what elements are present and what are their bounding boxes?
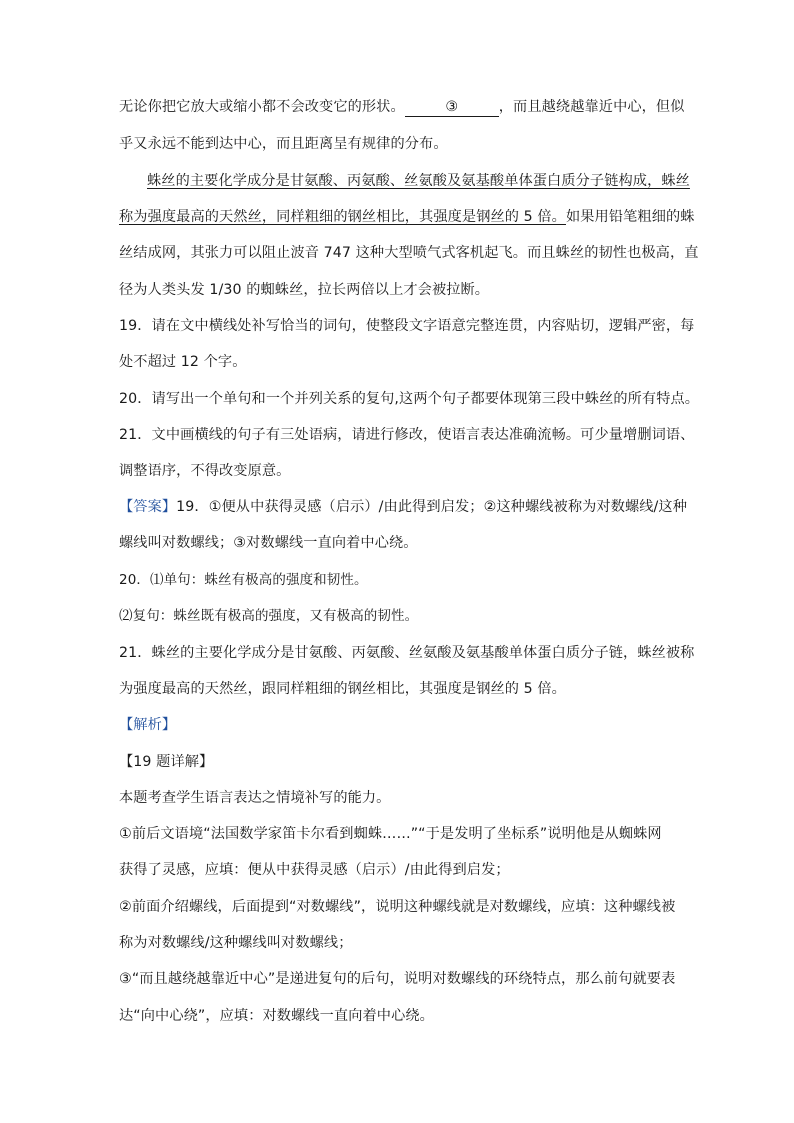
analysis-line: 达“向中心绕”，应填：对数螺线一直向着中心绕。 — [119, 1008, 434, 1024]
analysis-label: 【解析】 — [119, 717, 177, 733]
passage-line — [147, 171, 714, 191]
passage-text: 无论你把它放大或缩小都不会改变它的形状。 — [119, 99, 405, 115]
question-19: 19．请在文中横线处补写恰当的词句，使整段文字语意完整连贯，内容贴切，逻辑严密，每 — [119, 318, 695, 334]
answer-label: 【答案】 — [119, 499, 177, 515]
answer-line — [119, 497, 714, 517]
passage-line: 乎又永远不能到达中心，而且距离呈有规律的分布。 — [119, 136, 448, 152]
passage-line: 丝结成网，其张力可以阻止波音 747 这种大型喷气式客机起飞。而且蛛丝的韧性也极高，直 — [119, 245, 699, 261]
answer-text: 19．①便从中获得灵感（启示）/由此得到启发；②这种螺线被称为对数螺线/这种 — [176, 499, 688, 515]
question-20: 20．请写出一个单句和一个并列关系的复句,这两个句子都要体现第三段中蛛丝的所有特点。 — [119, 391, 700, 407]
analysis-line: 称为对数螺线/这种螺线叫对数螺线； — [119, 935, 353, 951]
answer-line: 为强度最高的天然丝，跟同样粗细的钢丝相比，其强度是钢丝的 5 倍。 — [119, 681, 566, 697]
analysis-subheading: 【19 题详解】 — [119, 754, 214, 770]
underlined-sentence: 蛛丝的主要化学成分是甘氨酸、丙氨酸、丝氨酸及氨基酸单体蛋白质分子链构成，蛛丝 — [147, 173, 690, 189]
answer-line: 21．蛛丝的主要化学成分是甘氨酸、丙氨酸、丝氨酸及氨基酸单体蛋白质分子链，蛛丝被称 — [119, 645, 695, 661]
question-19: 处不超过 12 个字。 — [119, 354, 247, 370]
passage-text: 如果用铅笔粗细的蛛 — [565, 209, 695, 225]
passage-line — [119, 207, 714, 227]
analysis-line: 本题考查学生语言表达之情境补写的能力。 — [119, 790, 391, 806]
analysis-line: ①前后文语境“法国数学家笛卡尔看到蜘蛛……”“于是发明了坐标系”说明他是从蜘蛛网 — [119, 826, 662, 842]
underlined-sentence: 称为强度最高的天然丝，同样粗细的钢丝相比，其强度是钢丝的 5 倍。 — [119, 209, 566, 225]
analysis-line: ③“而且越绕越靠近中心”是递进复句的后句，说明对数螺线的环绕特点，那么前句就要表 — [119, 971, 676, 987]
passage-text: ，而且越绕越靠近中心，但似 — [498, 99, 685, 115]
passage-line: 径为人类头发 1/30 的蜘蛛丝，拉长两倍以上才会被拉断。 — [119, 282, 490, 298]
answer-line: ⑵复句：蛛丝既有极高的强度，又有极高的韧性。 — [119, 608, 419, 624]
answer-line: 20．⑴单句：蛛丝有极高的强度和韧性。 — [119, 572, 368, 588]
fill-blank-3: ③ — [405, 99, 499, 117]
question-21: 21．文中画横线的句子有三处语病，请进行修改，使语言表达准确流畅。可少量增删词语、 — [119, 427, 695, 443]
answer-line: 螺线叫对数螺线；③对数螺线一直向着中心绕。 — [119, 535, 418, 551]
question-21: 调整语序，不得改变原意。 — [119, 463, 291, 479]
analysis-line: 获得了灵感，应填：便从中获得灵感（启示）/由此得到启发； — [119, 862, 510, 878]
analysis-line: ②前面介绍螺线，后面提到“对数螺线”，说明这种螺线就是对数螺线，应填：这种螺线被 — [119, 899, 676, 915]
passage-line — [119, 97, 714, 117]
